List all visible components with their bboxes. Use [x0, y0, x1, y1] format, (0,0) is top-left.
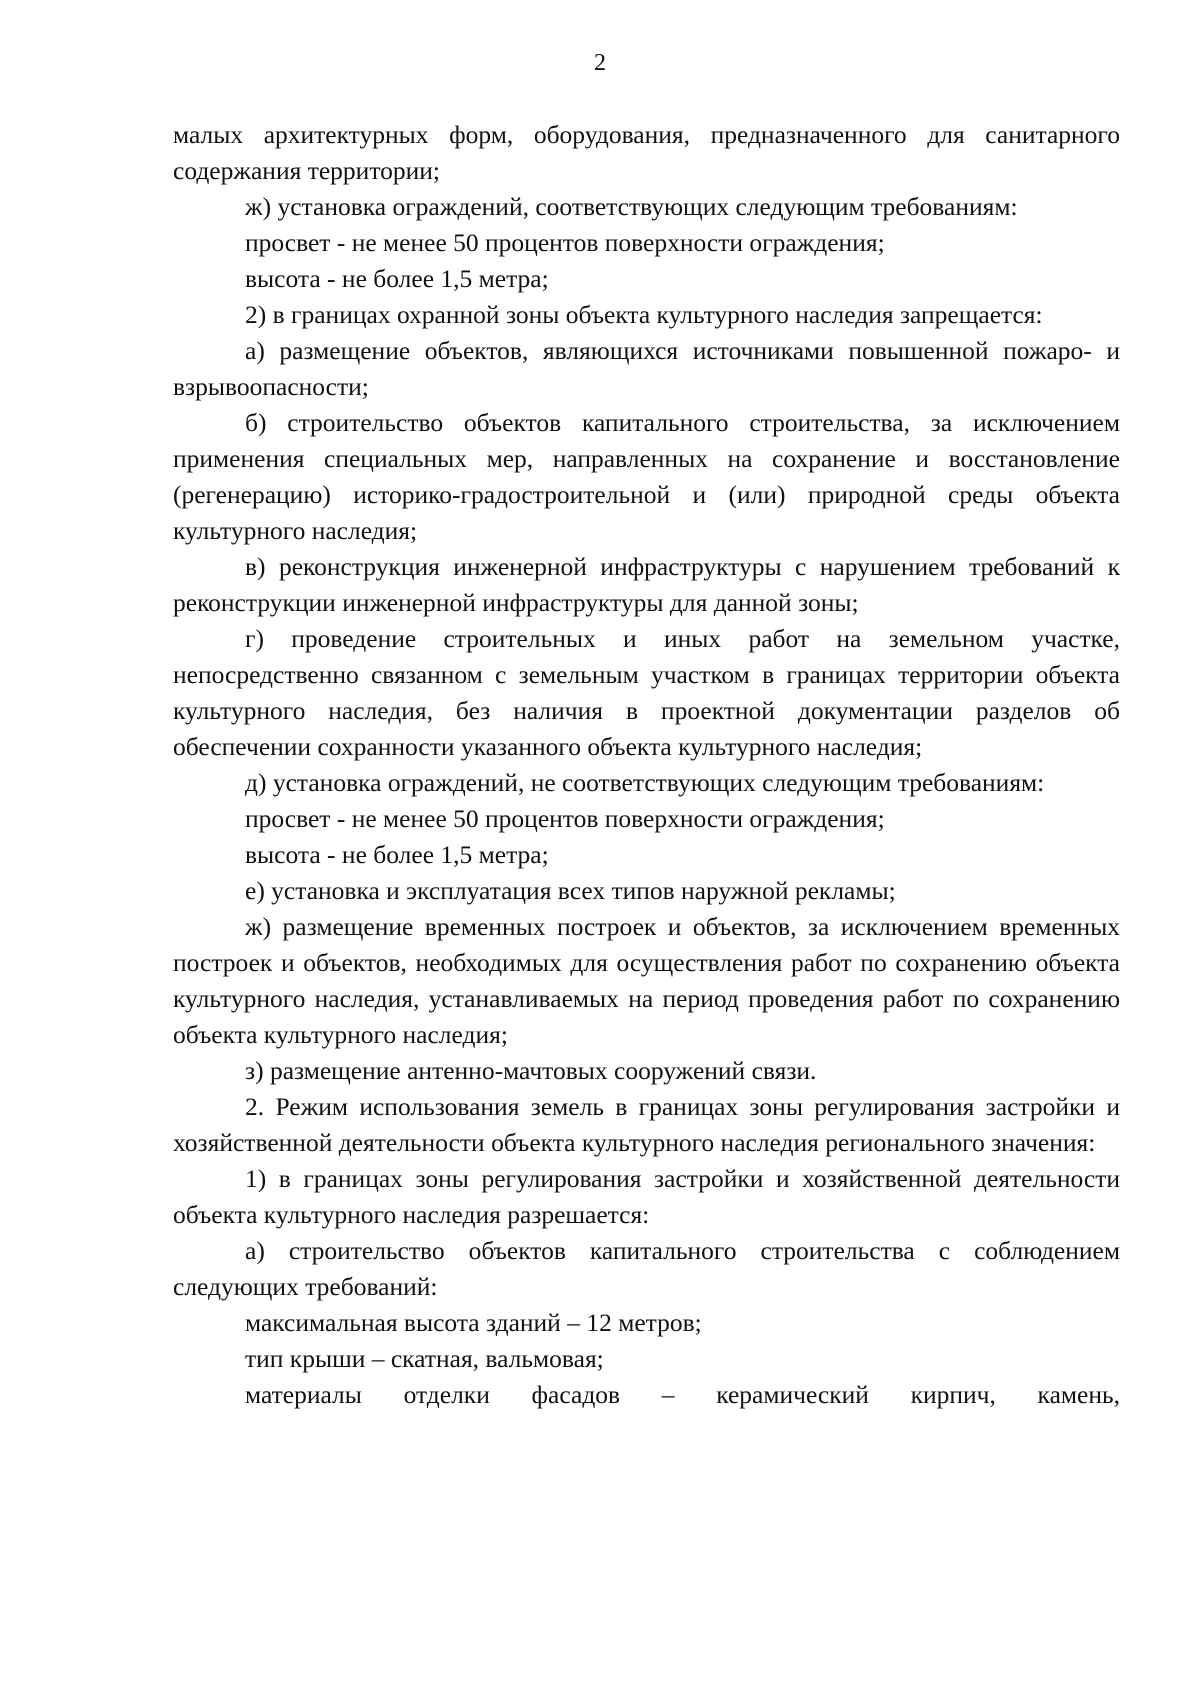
paragraph-continuation: малых архитектурных форм, оборудования, предназначенного для санитарного содержания территории;: [173, 120, 1120, 185]
paragraph-section-2-regime: 2. Режим использования земель в границах зоны регулирования застройки и хозяйственной деятельности объекта культурного наследия регионального значения:: [173, 1092, 1120, 1157]
paragraph-item-zh-fence-allowed: ж) установка ограждений, соответствующих следующим требованиям:: [245, 192, 1018, 221]
paragraph-item-d-fences: д) установка ограждений, не соответствующих следующим требованиям:: [245, 768, 1045, 797]
paragraph-fence-height-2: высота - не более 1,5 метра;: [245, 840, 549, 869]
paragraph-fence-height: высота - не более 1,5 метра;: [245, 264, 549, 293]
paragraph-item-e-advertising: е) установка и эксплуатация всех типов наружной рекламы;: [245, 876, 896, 905]
paragraph-roof-type: тип крыши – скатная, вальмовая;: [245, 1344, 604, 1373]
paragraph-item-a-construction-reqs: а) строительство объектов капитального строительства с соблюдением следующих требований:: [173, 1236, 1120, 1301]
paragraph-item-zh-temporary: ж) размещение временных построек и объектов, за исключением временных построек и объектов, необходимых для осуществления работ по сохранению объекта культурного наследия, устанавливаемых на период проведения работ по сохранению объекта культурного наследия;: [173, 912, 1120, 1049]
paragraph-item-a-hazard: а) размещение объектов, являющихся источниками повышенной пожаро- и взрывоопасности;: [173, 336, 1120, 401]
paragraph-protection-zone-prohibited: 2) в границах охранной зоны объекта культурного наследия запрещается:: [245, 300, 1043, 329]
paragraph-regulation-zone-allowed: 1) в границах зоны регулирования застройки и хозяйственной деятельности объекта культурного наследия разрешается:: [173, 1164, 1120, 1229]
page-number: 2: [594, 50, 606, 76]
paragraph-fence-clearance: просвет - не менее 50 процентов поверхности ограждения;: [245, 228, 885, 257]
paragraph-facade-materials: материалы отделки фасадов – керамический кирпич, камень,: [245, 1380, 1120, 1409]
paragraph-fence-clearance-2: просвет - не менее 50 процентов поверхности ограждения;: [245, 804, 885, 833]
paragraph-item-b-construction: б) строительство объектов капитального строительства, за исключением применения специальных мер, направленных на сохранение и восстановление (регенерацию) историко-градостроительной и (или) природной среды объекта культурного наследия;: [173, 408, 1120, 545]
paragraph-max-height: максимальная высота зданий – 12 метров;: [245, 1308, 702, 1337]
paragraph-item-v-reconstruction: в) реконструкция инженерной инфраструктуры с нарушением требований к реконструкции инженерной инфраструктуры для данной зоны;: [173, 552, 1120, 617]
document-body: [173, 117, 1120, 1413]
paragraph-item-g-works: г) проведение строительных и иных работ на земельном участке, непосредственно связанном с земельным участком в границах территории объекта культурного наследия, без наличия в проектной документации разделов об обеспечении сохранности указанного объекта культурного наследия;: [173, 624, 1120, 761]
paragraph-item-z-antenna: з) размещение антенно-мачтовых сооружений связи.: [245, 1056, 817, 1085]
